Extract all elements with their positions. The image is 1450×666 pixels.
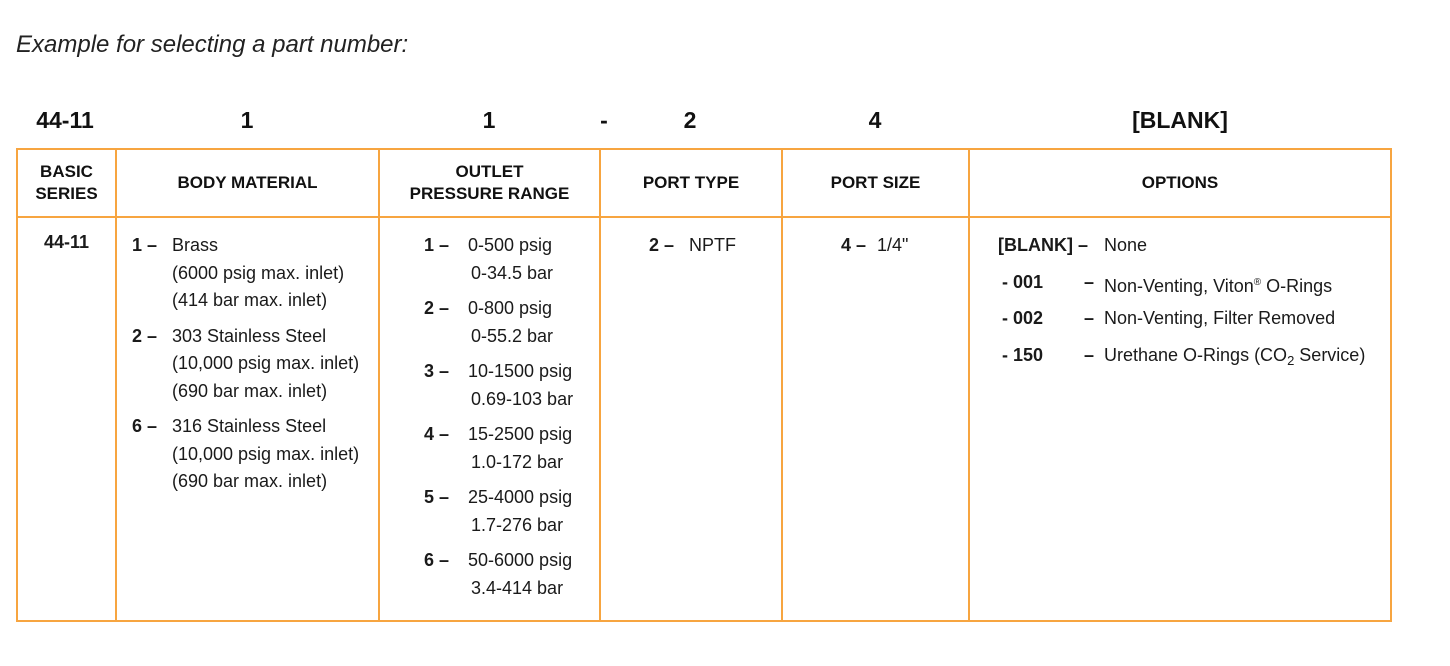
table-body-row (17, 217, 1391, 621)
body-material-psig: (10,000 psig max. inlet) (172, 353, 360, 373)
header-options: OPTIONS (969, 149, 1391, 217)
pressure-range-bar: 0-34.5 bar (471, 262, 554, 283)
option-code: - 001 (1002, 271, 1044, 292)
body-material-num: 1 – (132, 235, 158, 255)
port-size-num: 4 – (841, 235, 867, 255)
option-row (998, 342, 1390, 379)
part-code-pressure: 1 (482, 107, 496, 133)
option-code: - 002 (1002, 308, 1044, 328)
pressure-range-num: 6 – (424, 550, 450, 570)
body-material-psig: (6000 psig max. inlet) (172, 262, 345, 283)
body-material-bar: (690 bar max. inlet) (172, 380, 328, 401)
part-number-table (16, 148, 1392, 622)
pressure-range-psig: 15-2500 psig (468, 424, 573, 444)
option-dash: – (1084, 344, 1095, 365)
option-text: None (1104, 235, 1148, 255)
header-port-size: PORT SIZE (782, 149, 969, 217)
pressure-range-psig: 0-800 psig (468, 298, 553, 318)
basic-series-value: 44-11 (43, 232, 90, 252)
body-material-name: 303 Stainless Steel (172, 325, 327, 346)
header-outlet-pressure (379, 149, 600, 217)
option-code: [BLANK] – (998, 235, 1088, 255)
body-material-option (132, 413, 378, 496)
port-size-option (841, 232, 968, 260)
pressure-range-bar: 1.7-276 bar (471, 514, 564, 535)
option-row (998, 232, 1390, 269)
port-type-option (649, 232, 781, 260)
port-type-cell (600, 217, 782, 621)
pressure-range-bar: 3.4-414 bar (471, 577, 564, 598)
part-code-port-size: 4 (868, 107, 882, 133)
option-text (1104, 269, 1332, 306)
pressure-range-option (424, 358, 599, 413)
body-material-num: 6 – (132, 416, 158, 436)
option-text-main: Non-Venting, Viton (1104, 275, 1254, 296)
option-dash: – (1084, 308, 1095, 328)
body-material-num: 2 – (132, 325, 158, 346)
option-text-main: Urethane O-Rings (CO (1104, 344, 1288, 365)
registered-mark: ® (1253, 276, 1262, 288)
body-material-name: 316 Stainless Steel (172, 416, 327, 436)
pressure-range-num: 4 – (424, 424, 450, 444)
option-row (998, 305, 1390, 342)
part-code-series: 44-11 (36, 107, 94, 133)
option-code: - 150 (1002, 344, 1044, 365)
pressure-range-num: 5 – (424, 487, 450, 507)
body-material-option (132, 323, 378, 406)
body-material-bar: (414 bar max. inlet) (172, 290, 328, 310)
pressure-range-num: 3 – (424, 361, 450, 381)
pressure-range-psig: 25-4000 psig (468, 487, 573, 507)
pressure-range-option (424, 295, 599, 350)
header-port-type: PORT TYPE (600, 149, 782, 217)
header-basic-series-line1: BASIC (40, 162, 93, 181)
body-material-option (132, 232, 378, 315)
option-text: Non-Venting, Filter Removed (1104, 308, 1336, 328)
subscript-2: 2 (1287, 352, 1295, 368)
pressure-range-option (424, 421, 599, 476)
option-row (998, 269, 1390, 306)
pressure-range-num: 1 – (424, 235, 450, 255)
pressure-range-psig: 50-6000 psig (468, 550, 573, 570)
pressure-range-option (424, 232, 599, 287)
option-text-after: Service) (1294, 344, 1366, 365)
pressure-range-option (424, 547, 599, 602)
pressure-range-bar: 1.0-172 bar (471, 451, 564, 472)
pressure-range-psig: 10-1500 psig (468, 361, 573, 381)
pressure-range-option (424, 484, 599, 539)
basic-series-cell (17, 217, 116, 621)
header-basic-series (17, 149, 116, 217)
port-size-text: 1/4" (877, 235, 909, 255)
part-code-options: [BLANK] (1132, 107, 1228, 133)
body-material-bar: (690 bar max. inlet) (172, 471, 328, 491)
option-dash: – (1084, 271, 1095, 292)
page-heading: Example for selecting a part number: (16, 31, 409, 58)
header-outlet-line1: OUTLET (455, 162, 524, 181)
body-material-psig: (10,000 psig max. inlet) (172, 443, 360, 464)
body-material-cell (116, 217, 379, 621)
header-basic-series-line2: SERIES (35, 184, 98, 203)
header-outlet-line2: PRESSURE RANGE (409, 184, 570, 203)
part-code-body: 1 (240, 107, 254, 133)
options-cell (969, 217, 1391, 621)
port-type-text: NPTF (689, 235, 736, 255)
header-body-material: BODY MATERIAL (116, 149, 379, 217)
pressure-range-num: 2 – (424, 298, 450, 318)
part-code-port-type: 2 (683, 107, 697, 133)
pressure-range-bar: 0-55.2 bar (471, 325, 554, 346)
table-header-row (17, 149, 1391, 217)
option-text-after: O-Rings (1261, 275, 1333, 296)
part-code-dash: - (600, 107, 608, 133)
pressure-range-cell (379, 217, 600, 621)
pressure-range-psig: 0-500 psig (468, 235, 553, 255)
body-material-name: Brass (172, 235, 219, 255)
pressure-range-bar: 0.69-103 bar (471, 388, 574, 409)
port-size-cell (782, 217, 969, 621)
option-text (1104, 342, 1365, 379)
port-type-num: 2 – (649, 235, 675, 255)
